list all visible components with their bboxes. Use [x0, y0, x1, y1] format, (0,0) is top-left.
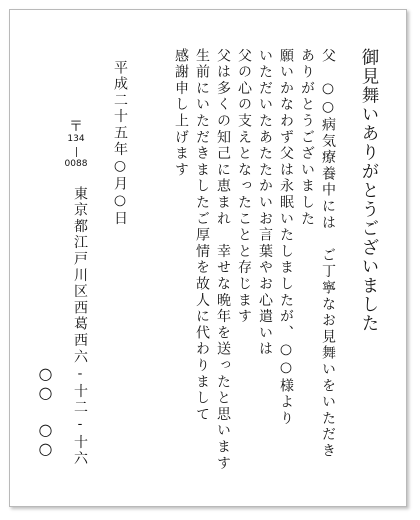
- sender-address: 東京都江戸川区西葛西六-十二-十六: [72, 186, 88, 468]
- postal-code-top: 134: [67, 134, 85, 144]
- postal-mark-icon: 〒: [69, 119, 83, 135]
- letter-date: 平成二十五年○月○日: [112, 60, 128, 227]
- sender-name: ○○: [36, 364, 55, 402]
- body-line: 願いかなわず父は永眠いたしましたが、○○様より: [278, 48, 294, 427]
- letter-title: 御見舞いありがとうございました: [359, 48, 379, 333]
- postal-divider: [76, 147, 77, 157]
- sender-name: ○○: [36, 420, 55, 458]
- body-line: ありがとうございました: [299, 48, 315, 228]
- postal-code-bottom: 0088: [64, 159, 88, 169]
- letter-card: [9, 9, 407, 507]
- body-line: 感謝申し上げます: [173, 48, 189, 179]
- body-line: 父の心の支えとなったことと存じます: [236, 48, 252, 326]
- postal-code: [64, 120, 88, 170]
- body-line: 父は多くの知己に恵まれ 幸せな晩年を送ったと思います: [215, 48, 231, 472]
- body-line: いただいたあたたかいお言葉やお心遣いは: [257, 48, 273, 358]
- body-line: 父 ○○病気療養中には ご丁寧なお見舞いをいただき: [320, 48, 336, 460]
- body-line: 生前にいただきましたご厚情を故人に代わりまして: [194, 48, 210, 423]
